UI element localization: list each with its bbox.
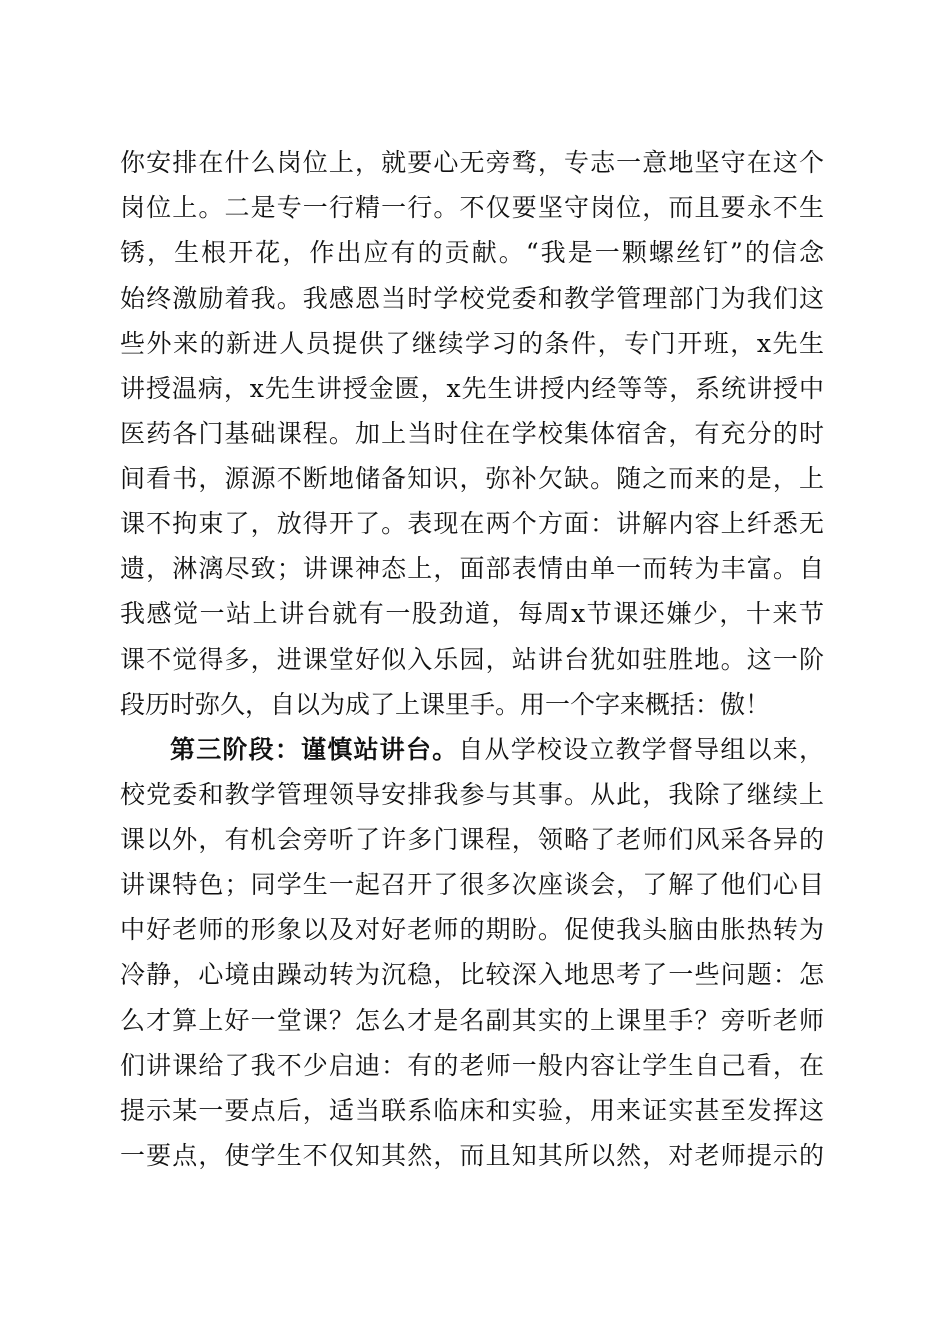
paragraph-line: 么才算上好一堂课？怎么才是名副其实的上课里手？旁听老师 bbox=[120, 1006, 824, 1035]
paragraph-line: 医药各门基础课程。加上当时住在学校集体宿舍，有充分的时 bbox=[120, 419, 824, 448]
paragraph-line: 你安排在什么岗位上，就要心无旁骛，专志一意地坚守在这个 bbox=[120, 148, 824, 177]
paragraph-line: 提示某一要点后，适当联系临床和实验，用来证实甚至发挥这 bbox=[120, 1096, 824, 1125]
paragraph-line: 些外来的新进人员提供了继续学习的条件，专门开班，x先生 bbox=[120, 329, 824, 358]
paragraph-line: 们讲课给了我不少启迪：有的老师一般内容让学生自己看，在 bbox=[120, 1051, 824, 1080]
paragraph-line: 锈，生根开花，作出应有的贡献。“我是一颗螺丝钉”的信念 bbox=[120, 238, 824, 267]
paragraph-line: 课以外，有机会旁听了许多门课程，领略了老师们风采各异的 bbox=[120, 825, 824, 854]
paragraph-line: 间看书，源源不断地储备知识，弥补欠缺。随之而来的是，上 bbox=[120, 464, 824, 493]
section-first-line-text: 自从学校设立教学督导组以来， bbox=[458, 735, 824, 764]
paragraph-line: 课不觉得多，进课堂好似入乐园，站讲台犹如驻胜地。这一阶 bbox=[120, 645, 824, 674]
paragraph-line: 中好老师的形象以及对好老师的期盼。促使我头脑由胀热转为 bbox=[120, 915, 824, 944]
paragraph-line: 我感觉一站上讲台就有一股劲道，每周x节课还嫌少，十来节 bbox=[120, 599, 824, 628]
paragraph-line: 讲课特色；同学生一起召开了很多次座谈会，了解了他们心目 bbox=[120, 870, 824, 899]
paragraph-line: 始终激励着我。我感恩当时学校党委和教学管理部门为我们这 bbox=[120, 284, 824, 313]
paragraph-line: 段历时弥久，自以为成了上课里手。用一个字来概括：傲！ bbox=[120, 690, 771, 719]
paragraph-line: 校党委和教学管理领导安排我参与其事。从此，我除了继续上 bbox=[120, 780, 824, 809]
paragraph-line: 一要点，使学生不仅知其然，而且知其所以然，对老师提示的 bbox=[120, 1141, 824, 1170]
paragraph-line: 遗，淋漓尽致；讲课神态上，面部表情由单一而转为丰富。自 bbox=[120, 554, 824, 583]
section-first-line bbox=[170, 730, 824, 770]
section-heading: 第三阶段：谨慎站讲台。 bbox=[170, 735, 459, 764]
paragraph-line: 讲授温病，x先生讲授金匮，x先生讲授内经等等，系统讲授中 bbox=[120, 374, 824, 403]
paragraph-line: 冷静，心境由躁动转为沉稳，比较深入地思考了一些问题：怎 bbox=[120, 960, 824, 989]
paragraph-line: 课不拘束了，放得开了。表现在两个方面：讲解内容上纤悉无 bbox=[120, 509, 824, 538]
paragraph-line: 岗位上。二是专一行精一行。不仅要坚守岗位，而且要永不生 bbox=[120, 193, 824, 222]
